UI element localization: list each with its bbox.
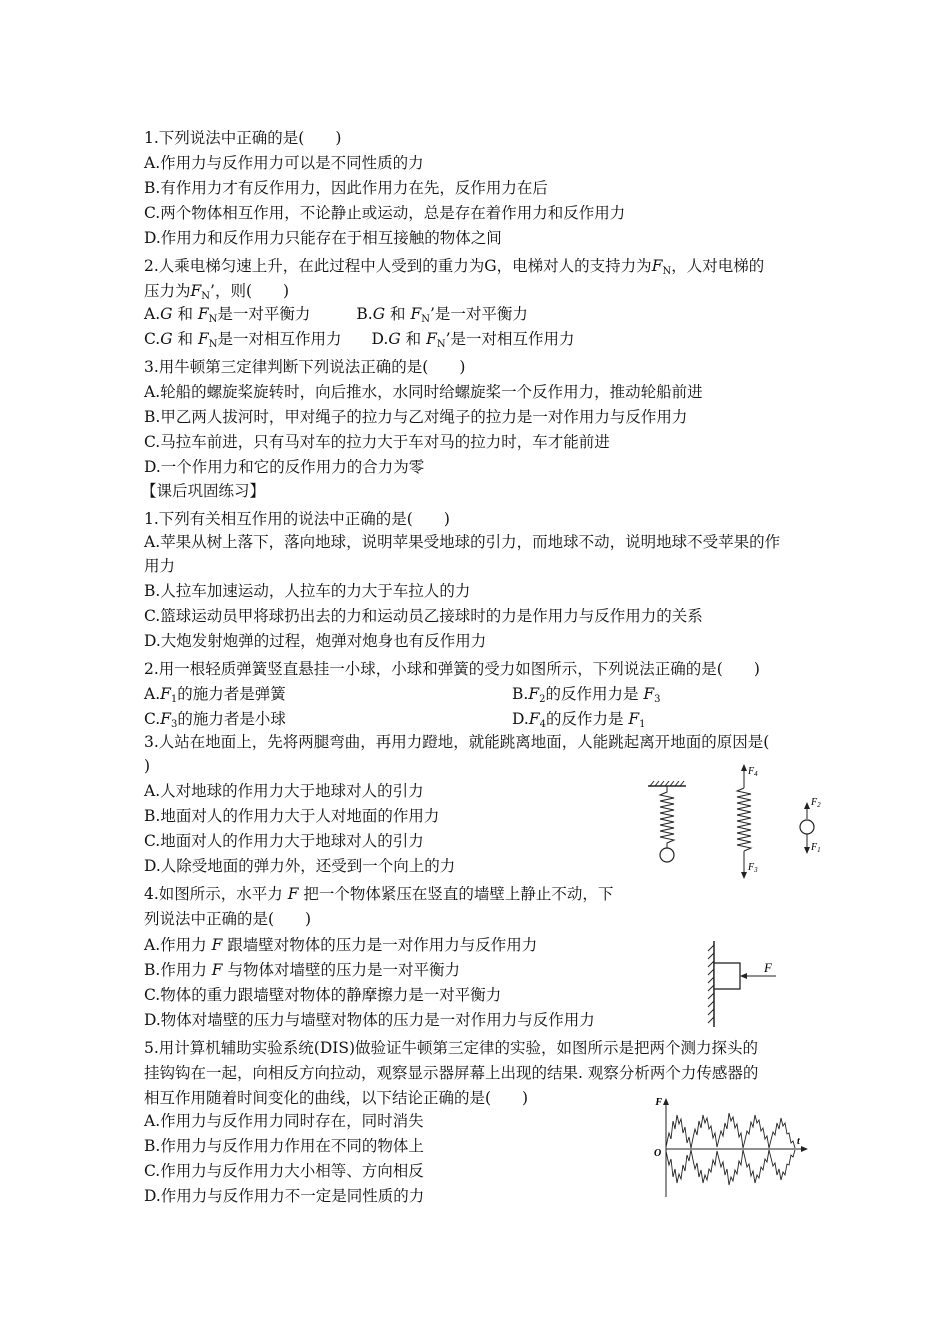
s1-q3-option-a: A.轮船的螺旋桨旋转时，向后推水，水同时给螺旋桨一个反作用力，推动轮船前进 [144,383,703,401]
s2-q3-option-d: D.人除受地面的弹力外，还受到一个向上的力 [144,857,456,875]
s1-q2-stem-line2: 压力为$F_N$’，则( ) [144,282,290,302]
s1-q1-option-b: B.有作用力才有反作用力，因此作用力在先，反作用力在后 [144,179,548,197]
label-f3: $F_3$ [748,862,758,874]
s2-q1-option-c: C.篮球运动员甲将球扔出去的力和运动员乙接球时的力是作用力与反作用力的关系 [144,607,703,625]
s2-q5-option-c: C.作用力与反作用力大小相等、方向相反 [144,1162,424,1180]
s2-q3-stem-line2: ) [144,757,151,775]
s1-q1-stem: 1.下列说法中正确的是( ) [144,129,342,147]
s1-q2-options-ab [144,304,528,330]
s1-q1-option-c: C.两个物体相互作用，不论静止或运动，总是存在着作用力和反作用力 [144,204,626,222]
s1-q2-option-a: A.G 和 $F_N$是一对平衡力 [144,305,311,325]
upper-force-curve [666,1113,795,1148]
origin-label: O [654,1148,662,1159]
label-f4: $F_4$ [748,766,758,778]
s1-q2-stem-line1: 2.人乘电梯匀速上升，在此过程中人受到的重力为G，电梯对人的支持力为$F_N$，人对电梯的 [144,257,765,277]
section-heading: 【课后巩固练习】 [141,482,266,500]
lower-force-curve [666,1150,795,1185]
s2-q4-stem-line2: 列说法中正确的是( ) [144,910,312,928]
s2-q5-option-b: B.作用力与反作用力作用在不同的物体上 [144,1137,424,1155]
s2-q5-option-d: D.作用力与反作用力不一定是同性质的力 [144,1187,425,1205]
s2-q3-option-c: C.地面对人的作用力大于地球对人的引力 [144,832,424,850]
s2-q5-option-a: A.作用力与反作用力同时存在，同时消失 [144,1112,424,1130]
s2-q5-stem-line3: 相互作用随着时间变化的曲线，以下结论正确的是( ) [144,1089,529,1107]
s1-q2-option-b: B.G 和 $F_N$’是一对平衡力 [356,305,528,325]
s2-q2-option-c: $C.F_3$的施力者是小球 [144,710,286,730]
s2-q2-option-d: $D.F_4$的反作力是 $F_1$ [512,710,646,730]
s1-q1-option-a: A.作用力与反作用力可以是不同性质的力 [144,154,424,172]
force-time-figure [652,1093,817,1203]
s2-q1-option-d: D.大炮发射炮弹的过程，炮弹对炮身也有反作用力 [144,632,487,650]
s1-q3-option-d: D.一个作用力和它的反作用力的合力为零 [144,458,425,476]
s2-q3-stem-line1: 3.人站在地面上，先将两腿弯曲，再用力蹬地，就能跳离地面，人能跳起离开地面的原因是( [144,733,770,751]
s2-q1-stem: 1.下列有关相互作用的说法中正确的是( ) [144,510,450,528]
s2-q4-stem-line1: 4.如图所示，水平力 F 把一个物体紧压在竖直的墙壁上静止不动，下 [144,885,614,903]
s1-q2-options-cd [144,329,575,355]
s2-q5-stem-line2: 挂钩钩在一起，向相反方向拉动，观察显示器屏幕上出现的结果. 观察分析两个力传感器的 [144,1064,759,1082]
s2-q1-option-a-line1: A.苹果从树上落下，落向地球，说明苹果受地球的引力，而地球不动，说明地球不受苹果的作 [144,533,781,551]
s2-q2-option-b: $B.F_2$的反作用力是 $F_3$ [512,685,661,705]
axis-label-t: t [797,1136,800,1147]
s2-q2-stem: 2.用一根轻质弹簧竖直悬挂一小球，小球和弹簧的受力如图所示，下列说法正确的是( ) [144,660,760,678]
s1-q3-stem: 3.用牛顿第三定律判断下列说法正确的是( ) [144,358,466,376]
s1-q2-option-d: D.G 和 $F_N$’是一对相互作用力 [371,330,575,350]
axis-label-f: F [655,1097,662,1108]
s2-q3-option-a: A.人对地球的作用力大于地球对人的引力 [144,782,424,800]
s2-q4-option-c: C.物体的重力跟墙壁对物体的静摩擦力是一对平衡力 [144,986,502,1004]
s2-q1-option-b: B.人拉车加速运动，人拉车的力大于车拉人的力 [144,582,471,600]
label-f2: $F_2$ [811,797,821,809]
s2-q4-option-a: A.作用力 F 跟墙壁对物体的压力是一对作用力与反作用力 [144,936,538,954]
label-f1: $F_1$ [811,842,821,854]
s1-q3-option-b: B.甲乙两人拔河时，甲对绳子的拉力与乙对绳子的拉力是一对作用力与反作用力 [144,408,688,426]
s2-q2-option-a: $A.F_1$的施力者是弹簧 [144,685,286,705]
s2-q4-option-b: B.作用力 F 与物体对墙壁的压力是一对平衡力 [144,961,460,979]
s2-q1-option-a-line2: 用力 [144,557,176,575]
s2-q3-option-b: B.地面对人的作用力大于人对地面的作用力 [144,807,440,825]
spring-force-figure [640,760,840,885]
s1-q3-option-c: C.马拉车前进，只有马对车的拉力大于车对马的拉力时，车才能前进 [144,433,610,451]
s2-q5-stem-line1: 5.用计算机辅助实验系统(DIS)做验证牛顿第三定律的实验，如图所示是把两个测力探头的 [144,1039,759,1057]
s2-q4-option-d: D.物体对墙壁的压力与墙壁对物体的压力是一对作用力与反作用力 [144,1011,595,1029]
wall-block-figure [700,935,790,1030]
s1-q1-option-d: D.作用力和反作用力只能存在于相互接触的物体之间 [144,229,502,247]
s1-q2-option-c: C.G 和 $F_N$是一对相互作用力 [144,330,342,350]
label-f: F [764,960,772,975]
